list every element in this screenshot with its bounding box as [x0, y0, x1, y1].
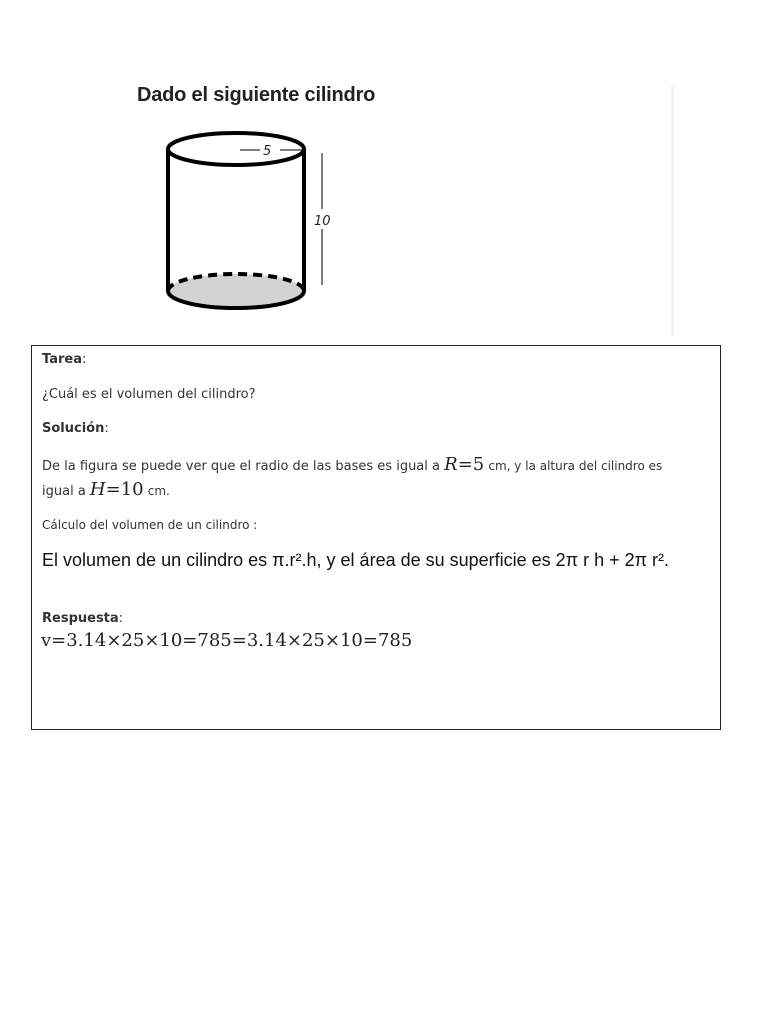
- answer-label-colon: :: [118, 611, 124, 626]
- solution-line2-prefix: igual a: [42, 484, 86, 499]
- calc-heading: Cálculo del volumen de un cilindro :: [42, 518, 258, 532]
- cylinder-top-base: [168, 133, 304, 165]
- radius-label: 5: [263, 144, 272, 159]
- height-label: 10: [314, 214, 331, 229]
- solution-line1-suffix: cm, y la altura del cilindro es: [488, 459, 663, 473]
- task-label: Tarea: [42, 352, 82, 367]
- height-value: =10: [105, 479, 144, 500]
- radius-value: =5: [457, 454, 485, 475]
- solution-box: [31, 345, 721, 730]
- solution-label: Solución: [42, 421, 105, 436]
- solution-label-row: [42, 421, 109, 436]
- height-variable: H: [89, 479, 106, 500]
- solution-line2-suffix: cm.: [147, 484, 170, 498]
- solution-line-2: [42, 479, 170, 500]
- radius-variable: R: [444, 454, 458, 475]
- answer-label-row: [42, 611, 123, 626]
- scan-edge-line: [671, 86, 674, 336]
- task-question: ¿Cuál es el volumen del cilindro?: [42, 387, 256, 402]
- cylinder-figure: [150, 125, 350, 320]
- answer-label: Respuesta: [42, 611, 119, 626]
- task-label-colon: :: [81, 352, 87, 367]
- answer-value: v=3.14×25×10=785=3.14×25×10=785: [41, 630, 413, 651]
- solution-label-colon: :: [104, 421, 109, 436]
- solution-line-1: [42, 454, 662, 475]
- calc-formula-text: El volumen de un cilindro es π.r².h, y el área de su superficie es 2π r h + 2π r².: [42, 550, 670, 570]
- task-label-row: [42, 352, 86, 367]
- figure-title: Dado el siguiente cilindro: [137, 84, 376, 106]
- solution-line1-prefix: De la figura se puede ver que el radio de las bases es igual a: [42, 459, 440, 474]
